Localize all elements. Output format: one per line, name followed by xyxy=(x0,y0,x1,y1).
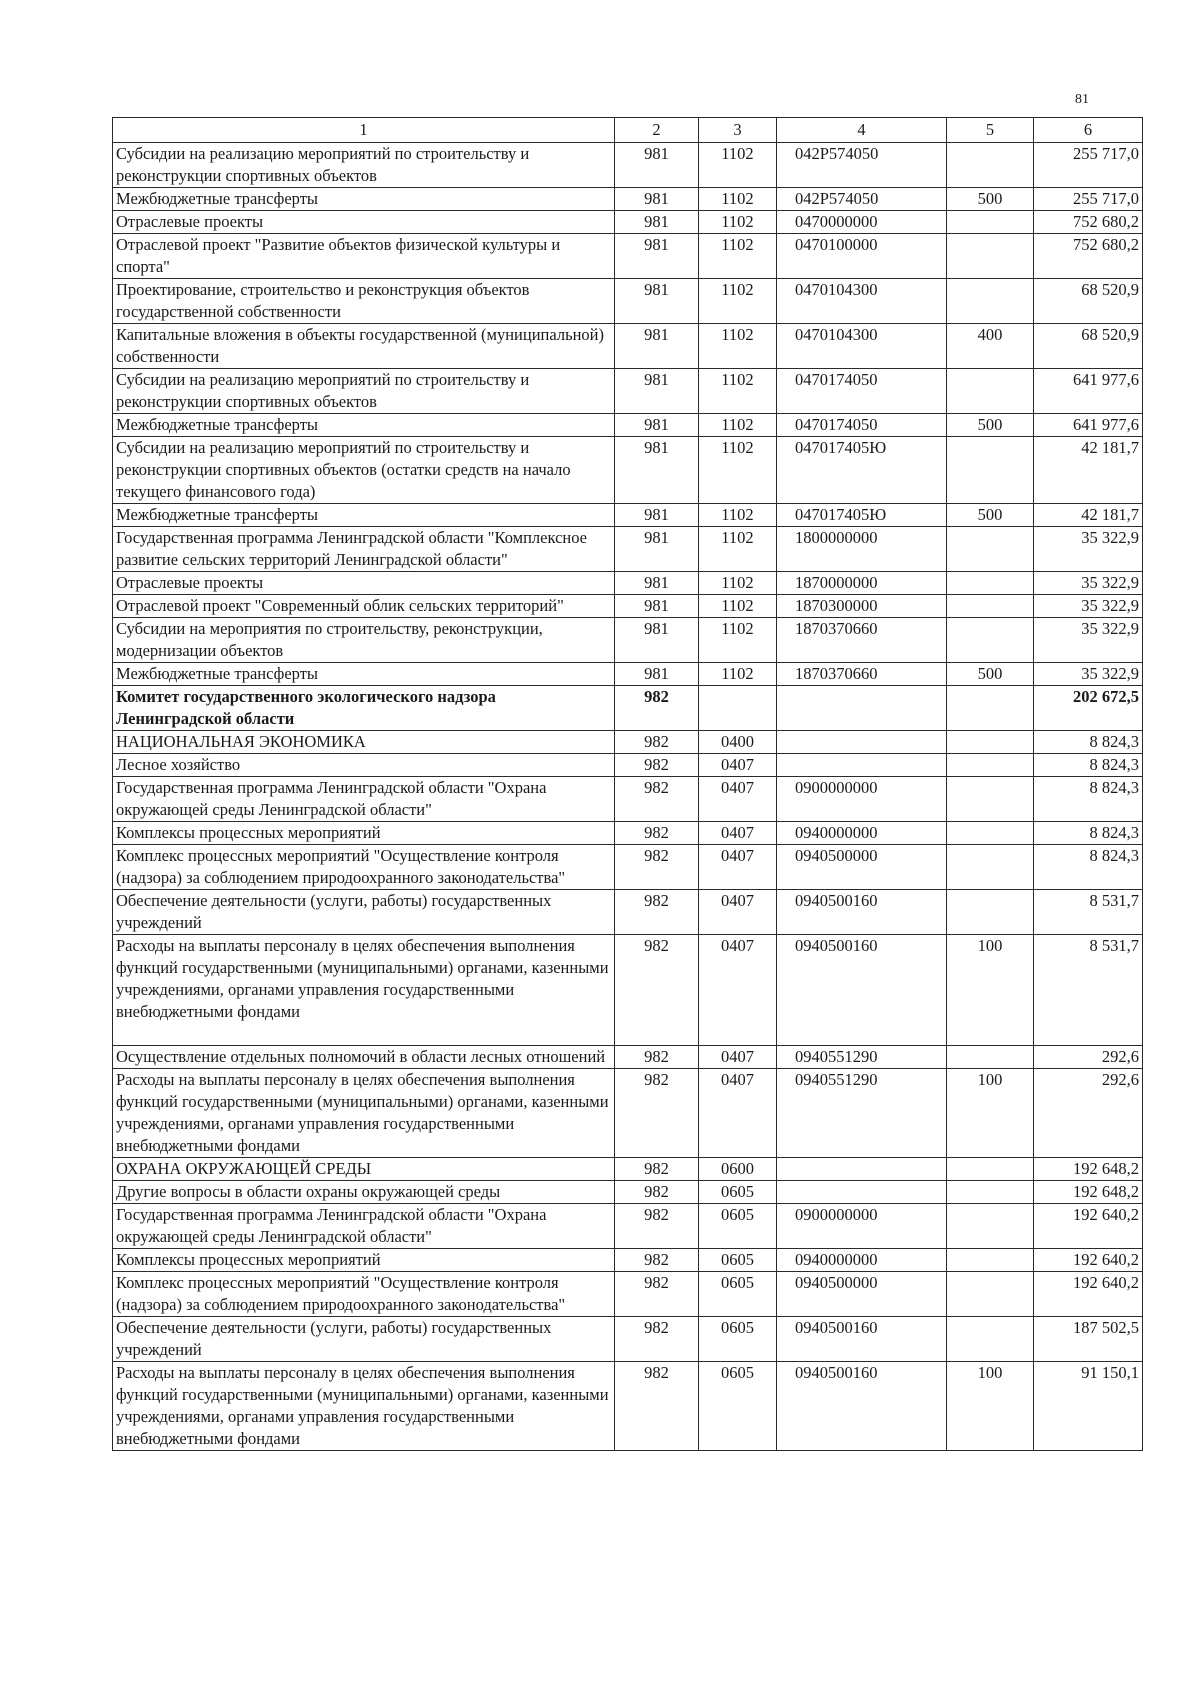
table-row xyxy=(113,279,1143,324)
row-name: Субсидии на мероприятия по строительству, реконструкции, модернизации объектов xyxy=(113,618,615,663)
row-code-gr: 982 xyxy=(615,1046,699,1069)
table-row xyxy=(113,572,1143,595)
row-code-csr xyxy=(777,731,947,754)
row-amount: 255 717,0 xyxy=(1034,143,1143,188)
row-code-rz: 1102 xyxy=(699,143,777,188)
row-code-vr xyxy=(947,686,1034,731)
header-col-5: 5 xyxy=(947,118,1034,143)
table-row xyxy=(113,595,1143,618)
row-code-csr: 0470100000 xyxy=(777,234,947,279)
row-code-csr xyxy=(777,686,947,731)
row-code-rz: 0600 xyxy=(699,1158,777,1181)
row-code-vr xyxy=(947,572,1034,595)
row-code-rz: 1102 xyxy=(699,595,777,618)
row-name: Межбюджетные трансферты xyxy=(113,663,615,686)
row-code-gr: 982 xyxy=(615,1272,699,1317)
table-row xyxy=(113,1362,1143,1451)
table-row xyxy=(113,1204,1143,1249)
row-code-csr: 047017405Ю xyxy=(777,437,947,504)
row-code-vr xyxy=(947,279,1034,324)
row-code-csr: 1870300000 xyxy=(777,595,947,618)
row-code-csr: 1870000000 xyxy=(777,572,947,595)
row-code-rz: 1102 xyxy=(699,234,777,279)
row-code-vr xyxy=(947,890,1034,935)
row-code-rz: 1102 xyxy=(699,279,777,324)
row-code-gr: 982 xyxy=(615,754,699,777)
row-name: Капитальные вложения в объекты государственной (муниципальной) собственности xyxy=(113,324,615,369)
row-code-vr xyxy=(947,822,1034,845)
budget-table xyxy=(112,117,1143,1451)
row-name: Государственная программа Ленинградской области "Охрана окружающей среды Ленинградской области" xyxy=(113,1204,615,1249)
row-code-vr: 100 xyxy=(947,1362,1034,1451)
row-code-gr: 981 xyxy=(615,211,699,234)
row-code-gr: 982 xyxy=(615,686,699,731)
row-code-vr: 500 xyxy=(947,414,1034,437)
row-name: Государственная программа Ленинградской области "Охрана окружающей среды Ленинградской области" xyxy=(113,777,615,822)
row-code-gr: 982 xyxy=(615,1204,699,1249)
row-code-rz: 0407 xyxy=(699,777,777,822)
row-amount: 8 824,3 xyxy=(1034,822,1143,845)
table-row xyxy=(113,1272,1143,1317)
row-code-csr: 0940500160 xyxy=(777,1317,947,1362)
row-amount: 42 181,7 xyxy=(1034,437,1143,504)
row-amount: 192 648,2 xyxy=(1034,1181,1143,1204)
row-code-gr: 981 xyxy=(615,572,699,595)
row-amount: 42 181,7 xyxy=(1034,504,1143,527)
row-code-vr xyxy=(947,731,1034,754)
row-code-rz: 1102 xyxy=(699,369,777,414)
row-code-vr xyxy=(947,527,1034,572)
row-code-gr: 981 xyxy=(615,527,699,572)
table-row xyxy=(113,211,1143,234)
row-code-csr: 0470174050 xyxy=(777,414,947,437)
row-amount: 8 531,7 xyxy=(1034,890,1143,935)
row-code-csr: 0940551290 xyxy=(777,1069,947,1158)
row-code-rz: 1102 xyxy=(699,414,777,437)
row-code-rz: 1102 xyxy=(699,211,777,234)
row-code-rz xyxy=(699,686,777,731)
row-name: Обеспечение деятельности (услуги, работы) государственных учреждений xyxy=(113,1317,615,1362)
table-row xyxy=(113,618,1143,663)
row-amount: 8 531,7 xyxy=(1034,935,1143,1046)
header-col-2: 2 xyxy=(615,118,699,143)
row-name: Лесное хозяйство xyxy=(113,754,615,777)
row-code-rz: 0605 xyxy=(699,1317,777,1362)
table-row xyxy=(113,1069,1143,1158)
row-name: Отраслевой проект "Современный облик сельских территорий" xyxy=(113,595,615,618)
row-code-gr: 981 xyxy=(615,437,699,504)
row-amount: 35 322,9 xyxy=(1034,595,1143,618)
table-row xyxy=(113,437,1143,504)
row-code-vr: 400 xyxy=(947,324,1034,369)
table-row xyxy=(113,777,1143,822)
row-code-rz: 0407 xyxy=(699,845,777,890)
row-code-csr: 042P574050 xyxy=(777,143,947,188)
row-code-vr xyxy=(947,777,1034,822)
row-code-gr: 982 xyxy=(615,1181,699,1204)
row-code-csr: 0470104300 xyxy=(777,324,947,369)
row-name: Субсидии на реализацию мероприятий по строительству и реконструкции спортивных объектов xyxy=(113,143,615,188)
row-code-gr: 981 xyxy=(615,663,699,686)
row-name: Отраслевой проект "Развитие объектов физической культуры и спорта" xyxy=(113,234,615,279)
row-name: Расходы на выплаты персоналу в целях обеспечения выполнения функций государственными (муниципальными) органами, казенными учреждениями, органами управления государственными внебюджетными фондами xyxy=(113,1069,615,1158)
row-code-csr: 042P574050 xyxy=(777,188,947,211)
row-code-vr xyxy=(947,845,1034,890)
row-code-gr: 982 xyxy=(615,1317,699,1362)
row-name: Расходы на выплаты персоналу в целях обеспечения выполнения функций государственными (муниципальными) органами, казенными учреждениями, органами управления государственными внебюджетными фондами xyxy=(113,935,615,1046)
header-col-6: 6 xyxy=(1034,118,1143,143)
row-code-vr xyxy=(947,1249,1034,1272)
row-code-rz: 0605 xyxy=(699,1204,777,1249)
row-code-vr: 500 xyxy=(947,663,1034,686)
table-row xyxy=(113,504,1143,527)
row-amount: 202 672,5 xyxy=(1034,686,1143,731)
row-amount: 68 520,9 xyxy=(1034,324,1143,369)
row-code-vr: 100 xyxy=(947,935,1034,1046)
table-row xyxy=(113,731,1143,754)
row-code-vr xyxy=(947,211,1034,234)
table-row xyxy=(113,369,1143,414)
row-name: Другие вопросы в области охраны окружающей среды xyxy=(113,1181,615,1204)
row-code-csr: 0900000000 xyxy=(777,777,947,822)
row-code-csr: 1870370660 xyxy=(777,618,947,663)
row-code-csr xyxy=(777,1181,947,1204)
row-code-csr: 0900000000 xyxy=(777,1204,947,1249)
row-code-gr: 982 xyxy=(615,1362,699,1451)
table-row xyxy=(113,686,1143,731)
row-code-vr xyxy=(947,437,1034,504)
row-code-csr: 0940000000 xyxy=(777,822,947,845)
row-code-vr xyxy=(947,1204,1034,1249)
row-code-vr xyxy=(947,1046,1034,1069)
row-name: Комплекс процессных мероприятий "Осуществление контроля (надзора) за соблюдением природоохранного законодательства" xyxy=(113,845,615,890)
row-code-vr xyxy=(947,754,1034,777)
row-code-vr xyxy=(947,143,1034,188)
row-code-gr: 981 xyxy=(615,188,699,211)
table-row xyxy=(113,188,1143,211)
row-code-csr xyxy=(777,754,947,777)
row-code-rz: 1102 xyxy=(699,437,777,504)
row-amount: 292,6 xyxy=(1034,1069,1143,1158)
table-row xyxy=(113,324,1143,369)
table-row xyxy=(113,527,1143,572)
row-amount: 35 322,9 xyxy=(1034,572,1143,595)
row-code-gr: 982 xyxy=(615,1069,699,1158)
row-name: Комплексы процессных мероприятий xyxy=(113,822,615,845)
row-code-vr xyxy=(947,595,1034,618)
row-code-vr xyxy=(947,618,1034,663)
row-name: Государственная программа Ленинградской области "Комплексное развитие сельских территорий Ленинградской области" xyxy=(113,527,615,572)
row-code-gr: 981 xyxy=(615,369,699,414)
row-name: Отраслевые проекты xyxy=(113,572,615,595)
table-row xyxy=(113,1317,1143,1362)
row-amount: 35 322,9 xyxy=(1034,527,1143,572)
row-code-csr: 0940500160 xyxy=(777,890,947,935)
header-col-3: 3 xyxy=(699,118,777,143)
row-code-rz: 1102 xyxy=(699,527,777,572)
row-name: ОХРАНА ОКРУЖАЮЩЕЙ СРЕДЫ xyxy=(113,1158,615,1181)
row-code-rz: 0407 xyxy=(699,754,777,777)
row-code-csr xyxy=(777,1158,947,1181)
row-name: Обеспечение деятельности (услуги, работы) государственных учреждений xyxy=(113,890,615,935)
row-code-gr: 981 xyxy=(615,504,699,527)
row-amount: 8 824,3 xyxy=(1034,845,1143,890)
row-name: Осуществление отдельных полномочий в области лесных отношений xyxy=(113,1046,615,1069)
row-name: Субсидии на реализацию мероприятий по строительству и реконструкции спортивных объектов (остатки средств на начало текущего финансового года) xyxy=(113,437,615,504)
table-row xyxy=(113,1046,1143,1069)
row-code-rz: 0605 xyxy=(699,1362,777,1451)
row-code-rz: 0407 xyxy=(699,935,777,1046)
row-code-vr xyxy=(947,1158,1034,1181)
row-code-csr: 1800000000 xyxy=(777,527,947,572)
table-row xyxy=(113,414,1143,437)
row-code-csr: 0940500160 xyxy=(777,935,947,1046)
table-row xyxy=(113,890,1143,935)
row-code-csr: 0940000000 xyxy=(777,1249,947,1272)
row-code-gr: 981 xyxy=(615,595,699,618)
row-amount: 68 520,9 xyxy=(1034,279,1143,324)
row-code-rz: 1102 xyxy=(699,324,777,369)
row-amount: 255 717,0 xyxy=(1034,188,1143,211)
table-row xyxy=(113,754,1143,777)
page-number: 81 xyxy=(1075,92,1089,107)
row-amount: 192 640,2 xyxy=(1034,1249,1143,1272)
row-code-gr: 981 xyxy=(615,324,699,369)
row-name: Межбюджетные трансферты xyxy=(113,414,615,437)
row-code-rz: 1102 xyxy=(699,572,777,595)
row-code-csr: 0940500000 xyxy=(777,1272,947,1317)
table-row xyxy=(113,1158,1143,1181)
row-code-vr xyxy=(947,369,1034,414)
row-amount: 35 322,9 xyxy=(1034,618,1143,663)
row-amount: 8 824,3 xyxy=(1034,731,1143,754)
row-name: Комплексы процессных мероприятий xyxy=(113,1249,615,1272)
header-row xyxy=(113,118,1143,143)
table-row xyxy=(113,663,1143,686)
row-code-rz: 1102 xyxy=(699,188,777,211)
row-code-rz: 0605 xyxy=(699,1181,777,1204)
row-code-gr: 982 xyxy=(615,1249,699,1272)
row-code-vr xyxy=(947,1317,1034,1362)
row-code-gr: 982 xyxy=(615,935,699,1046)
row-amount: 187 502,5 xyxy=(1034,1317,1143,1362)
row-code-vr: 500 xyxy=(947,504,1034,527)
row-amount: 192 648,2 xyxy=(1034,1158,1143,1181)
row-code-gr: 982 xyxy=(615,890,699,935)
row-name: НАЦИОНАЛЬНАЯ ЭКОНОМИКА xyxy=(113,731,615,754)
row-amount: 292,6 xyxy=(1034,1046,1143,1069)
table-row xyxy=(113,234,1143,279)
row-code-rz: 0400 xyxy=(699,731,777,754)
row-code-gr: 981 xyxy=(615,234,699,279)
table-row xyxy=(113,1181,1143,1204)
row-code-csr: 047017405Ю xyxy=(777,504,947,527)
row-code-csr: 0470000000 xyxy=(777,211,947,234)
row-code-vr xyxy=(947,234,1034,279)
row-name: Проектирование, строительство и реконструкция объектов государственной собственности xyxy=(113,279,615,324)
row-code-rz: 0407 xyxy=(699,1069,777,1158)
row-amount: 91 150,1 xyxy=(1034,1362,1143,1451)
row-name: Субсидии на реализацию мероприятий по строительству и реконструкции спортивных объектов xyxy=(113,369,615,414)
row-amount: 641 977,6 xyxy=(1034,369,1143,414)
row-amount: 35 322,9 xyxy=(1034,663,1143,686)
row-code-vr xyxy=(947,1272,1034,1317)
row-code-gr: 981 xyxy=(615,414,699,437)
row-code-rz: 1102 xyxy=(699,504,777,527)
row-code-vr xyxy=(947,1181,1034,1204)
header-col-1: 1 xyxy=(113,118,615,143)
row-code-vr: 500 xyxy=(947,188,1034,211)
row-name: Комплекс процессных мероприятий "Осуществление контроля (надзора) за соблюдением природоохранного законодательства" xyxy=(113,1272,615,1317)
row-code-rz: 0605 xyxy=(699,1272,777,1317)
row-code-gr: 982 xyxy=(615,845,699,890)
row-name: Межбюджетные трансферты xyxy=(113,504,615,527)
row-code-csr: 0470174050 xyxy=(777,369,947,414)
row-amount: 192 640,2 xyxy=(1034,1204,1143,1249)
row-code-rz: 1102 xyxy=(699,618,777,663)
row-code-gr: 981 xyxy=(615,618,699,663)
row-code-csr: 0940500000 xyxy=(777,845,947,890)
table-row xyxy=(113,1249,1143,1272)
row-amount: 8 824,3 xyxy=(1034,777,1143,822)
row-name: Расходы на выплаты персоналу в целях обеспечения выполнения функций государственными (муниципальными) органами, казенными учреждениями, органами управления государственными внебюджетными фондами xyxy=(113,1362,615,1451)
row-name: Отраслевые проекты xyxy=(113,211,615,234)
row-code-gr: 982 xyxy=(615,1158,699,1181)
header-col-4: 4 xyxy=(777,118,947,143)
row-code-gr: 982 xyxy=(615,822,699,845)
row-code-rz: 0605 xyxy=(699,1249,777,1272)
row-code-csr: 0940500160 xyxy=(777,1362,947,1451)
row-code-rz: 0407 xyxy=(699,890,777,935)
row-code-rz: 1102 xyxy=(699,663,777,686)
row-name: Межбюджетные трансферты xyxy=(113,188,615,211)
row-code-vr: 100 xyxy=(947,1069,1034,1158)
row-code-gr: 982 xyxy=(615,777,699,822)
row-code-gr: 981 xyxy=(615,143,699,188)
table-row xyxy=(113,822,1143,845)
row-amount: 641 977,6 xyxy=(1034,414,1143,437)
row-code-rz: 0407 xyxy=(699,822,777,845)
row-name: Комитет государственного экологического надзора Ленинградской области xyxy=(113,686,615,731)
table-row xyxy=(113,845,1143,890)
row-code-csr: 0470104300 xyxy=(777,279,947,324)
table-row xyxy=(113,143,1143,188)
row-code-csr: 1870370660 xyxy=(777,663,947,686)
row-code-rz: 0407 xyxy=(699,1046,777,1069)
row-amount: 752 680,2 xyxy=(1034,211,1143,234)
row-amount: 752 680,2 xyxy=(1034,234,1143,279)
table-body xyxy=(113,143,1143,1451)
row-amount: 192 640,2 xyxy=(1034,1272,1143,1317)
row-code-csr: 0940551290 xyxy=(777,1046,947,1069)
row-amount: 8 824,3 xyxy=(1034,754,1143,777)
row-code-gr: 982 xyxy=(615,731,699,754)
row-code-gr: 981 xyxy=(615,279,699,324)
table-row xyxy=(113,935,1143,1046)
